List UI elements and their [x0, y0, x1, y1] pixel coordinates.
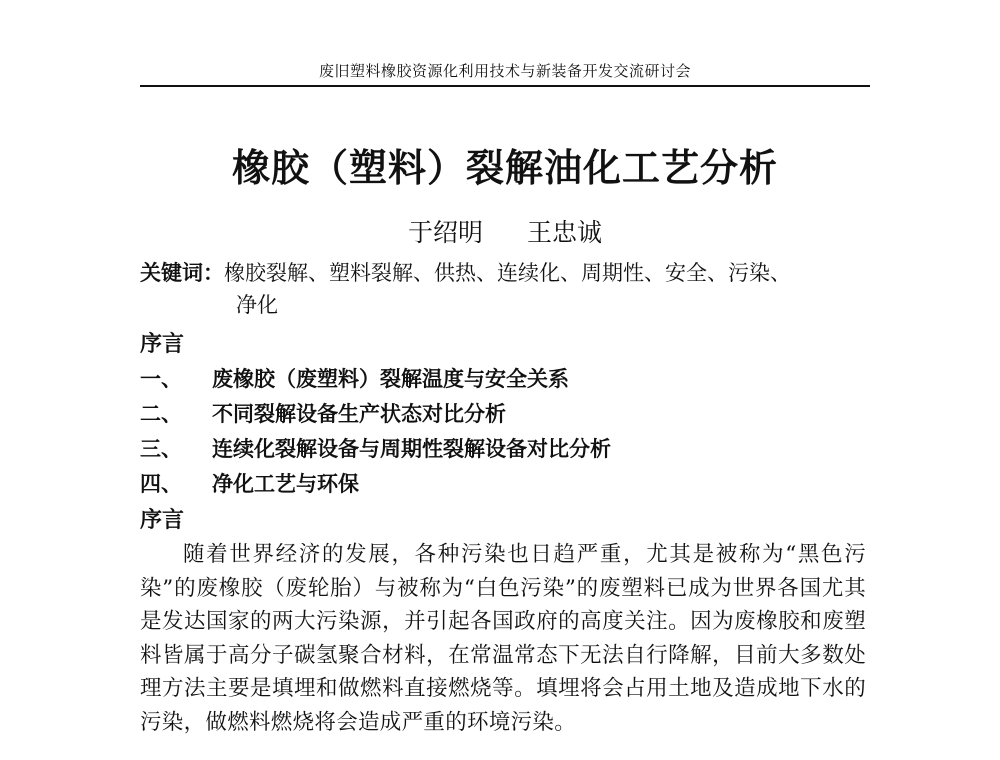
author-name: 王忠诚	[527, 218, 603, 247]
toc-text: 不同裂解设备生产状态对比分析	[212, 401, 506, 426]
toc-number: 四、	[140, 471, 182, 496]
keywords-block	[140, 257, 870, 321]
toc-heading: 序言	[140, 331, 185, 357]
body-paragraph: 随着世界经济的发展，各种污染也日趋严重，尤其是被称为“黑色污染”的废橡胶（废轮胎）与被称为“白色污染”的废塑料已成为世界各国尤其是发达国家的两大污染源，并引起各国政府的高度关注。因为废橡胶和废塑料皆属于高分子碳氢聚合材料，在常温常态下无法自行降解，目前大多数处理方法主要是填埋和做燃料直接燃烧等。填埋将会占用土地及造成地下水的污染，做燃料燃烧将会造成严重的环境污染。	[140, 542, 866, 735]
section-heading: 序言	[140, 507, 185, 533]
author-line	[140, 213, 870, 249]
keywords-label: 关键词：	[140, 260, 224, 285]
keywords-text-continued: 净化	[236, 293, 278, 317]
article-title: 橡胶（塑料）裂解油化工艺分析	[231, 145, 778, 190]
toc-text: 废橡胶（废塑料）裂解温度与安全关系	[212, 366, 569, 391]
toc-item	[140, 398, 506, 428]
toc-item	[140, 363, 569, 393]
toc-item	[140, 468, 359, 498]
toc-text: 净化工艺与环保	[212, 471, 359, 496]
header-rule	[140, 85, 870, 87]
running-header: 废旧塑料橡胶资源化利用技术与新装备开发交流研讨会	[318, 62, 691, 80]
toc-text: 连续化裂解设备与周期性裂解设备对比分析	[212, 436, 611, 461]
toc-number: 三、	[140, 436, 182, 461]
toc-item	[140, 433, 611, 463]
keywords-text: 橡胶裂解、塑料裂解、供热、连续化、周期性、安全、污染、	[224, 261, 791, 285]
author-name: 于绍明	[407, 218, 483, 247]
toc-number: 二、	[140, 401, 182, 426]
toc-number: 一、	[140, 366, 182, 391]
